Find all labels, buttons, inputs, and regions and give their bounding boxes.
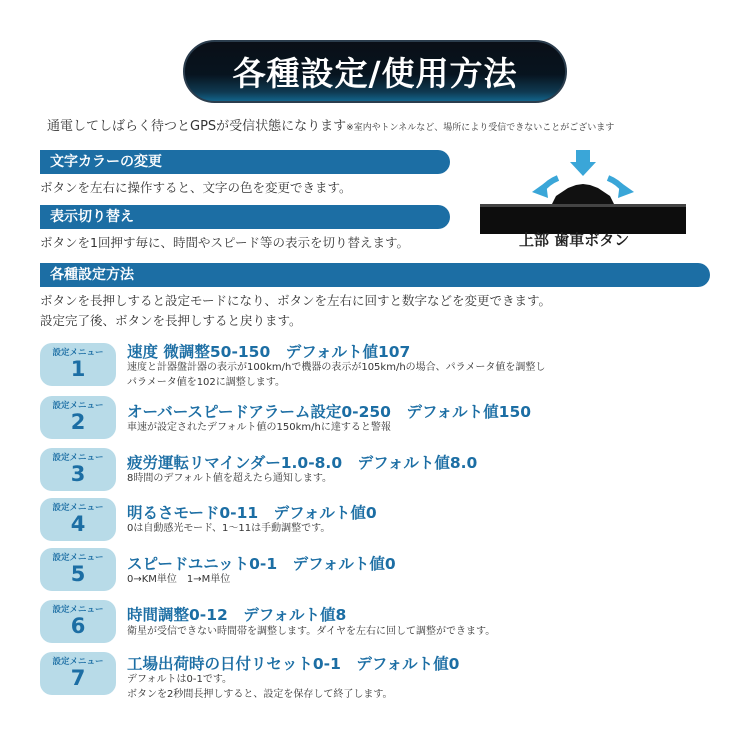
menu-badge-2 — [40, 396, 116, 439]
menu-desc-3a: 8時間のデフォルト値を超えたら通知します。 — [127, 473, 333, 484]
down-arrow-icon — [570, 150, 596, 176]
menu-desc-2a: 車速が設定されたデフォルト値の150km/hに達すると警報 — [127, 422, 391, 433]
menu-badge-number: 7 — [70, 666, 86, 690]
menu-badge-number: 3 — [70, 462, 86, 486]
menu-badge-number: 5 — [70, 562, 86, 586]
menu-title-4: 明るさモード0-11 デフォルト値0 — [127, 504, 377, 522]
section-heading-color: 文字カラーの変更 — [40, 150, 450, 174]
section-text-settings-1: ボタンを長押しすると設定モードになり、ボタンを左右に回すと数字などを変更できます。 — [40, 293, 552, 308]
section-text-color: ボタンを左右に操作すると、文字の色を変更できます。 — [40, 180, 352, 195]
gear-shape — [552, 184, 614, 204]
menu-badge-label: 設定メニュー — [52, 657, 104, 667]
menu-title-1: 速度 微調整50-150 デフォルト値107 — [127, 343, 411, 361]
menu-badge-label: 設定メニュー — [52, 348, 104, 358]
intro-main: 通電してしばらく待つとGPSが受信状態になります — [47, 119, 347, 134]
menu-desc-5a: 0→KM単位 1→M単位 — [127, 574, 231, 585]
section-text-settings-2: 設定完了後、ボタンを長押しすると戻ります。 — [40, 313, 302, 328]
menu-title-3: 疲労運転リマインダー1.0-8.0 デフォルト値8.0 — [127, 454, 478, 472]
menu-badge-label: 設定メニュー — [52, 453, 104, 463]
menu-badge-1 — [40, 343, 116, 386]
intro-text — [47, 115, 614, 134]
menu-desc-7a: デフォルトは0-1です。 — [127, 674, 233, 685]
menu-desc-7b: ボタンを2秒間長押しすると、設定を保存して終了します。 — [127, 689, 393, 700]
menu-badge-label: 設定メニュー — [52, 401, 104, 411]
menu-badge-3 — [40, 448, 116, 491]
menu-badge-6 — [40, 600, 116, 643]
menu-badge-7 — [40, 652, 116, 695]
menu-badge-number: 2 — [70, 410, 86, 434]
menu-badge-number: 4 — [70, 512, 86, 536]
menu-badge-number: 1 — [70, 357, 86, 381]
menu-desc-4a: 0は自動感光モード、1～11は手動調整です。 — [127, 523, 331, 534]
menu-title-7: 工場出荷時の日付リセット0-1 デフォルト値0 — [127, 655, 460, 673]
intro-note: ※室内やトンネルなど、場所により受信できないことがございます — [346, 123, 615, 133]
menu-title-2: オーバースピードアラーム設定0-250 デフォルト値150 — [127, 403, 532, 421]
menu-badge-label: 設定メニュー — [52, 605, 104, 615]
menu-badge-label: 設定メニュー — [52, 503, 104, 513]
menu-title-6: 時間調整0-12 デフォルト値8 — [127, 606, 347, 624]
menu-desc-6a: 衛星が受信できない時間帯を調整します。ダイヤを左右に回して調整ができます。 — [127, 626, 496, 637]
gear-caption: 上部 歯車ボタン — [519, 231, 630, 249]
menu-desc-1a: 速度と計器盤計器の表示が100km/hで機器の表示が105km/hの場合、パラメータ値を調整し — [127, 362, 546, 373]
menu-badge-label: 設定メニュー — [52, 553, 104, 563]
section-heading-display: 表示切り替え — [40, 205, 450, 229]
menu-title-5: スピードユニット0-1 デフォルト値0 — [127, 555, 396, 573]
section-heading-settings: 各種設定方法 — [40, 263, 710, 287]
menu-badge-5 — [40, 548, 116, 591]
menu-badge-4 — [40, 498, 116, 541]
menu-desc-1b: パラメータ値を102に調整します。 — [127, 377, 285, 388]
section-text-display: ボタンを1回押す毎に、時間やスピード等の表示を切り替えます。 — [40, 235, 409, 250]
page-title: 各種設定/使用方法 — [183, 40, 567, 103]
menu-badge-number: 6 — [70, 614, 86, 638]
